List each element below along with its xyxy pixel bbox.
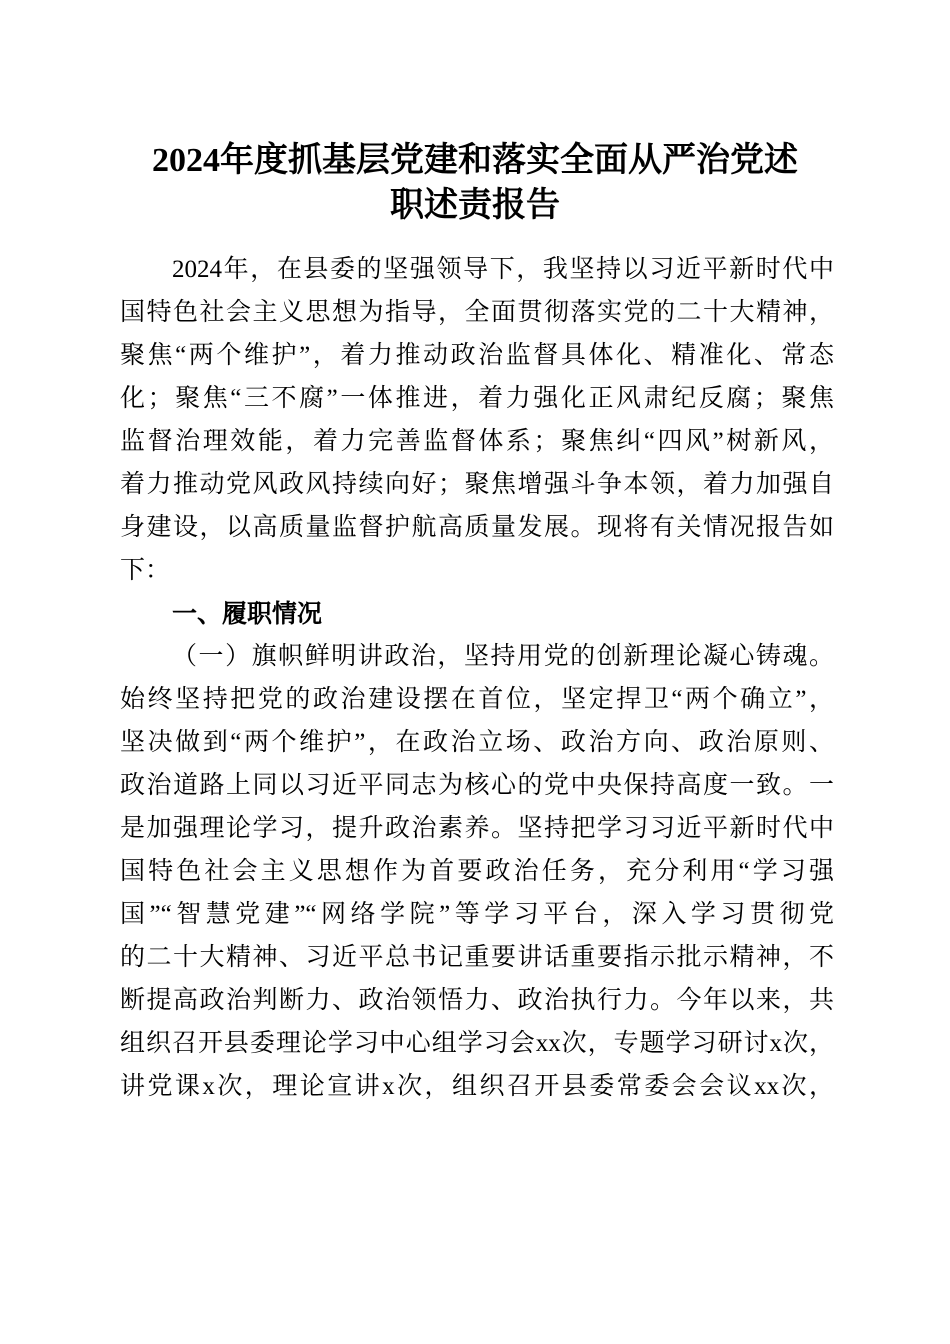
text-line: 着力推动党风政风持续向好；聚焦增强斗争本领，着力加强自 xyxy=(120,471,834,498)
text-line: 国”“智慧党建”“网络学院”等学习平台，深入学习贯彻党 xyxy=(120,901,834,928)
text-line: 化；聚焦“三不腐”一体推进，着力强化正风肃纪反腐；聚焦 xyxy=(120,385,834,412)
document-body xyxy=(120,248,834,1108)
text-line: 身建设，以高质量监督护航高质量发展。现将有关情况报告如 xyxy=(120,514,834,541)
title-line: 职述责报告 xyxy=(390,187,560,224)
text-line: 国特色社会主义思想作为首要政治任务，充分利用“学习强 xyxy=(120,858,834,885)
text-line: 2024年，在县委的坚强领导下，我坚持以习近平新时代中 xyxy=(172,256,834,283)
section-paragraph xyxy=(120,635,834,1108)
text-line: 聚焦“两个维护”，着力推动政治监督具体化、精准化、常态 xyxy=(120,342,834,369)
text-line: 讲党课x次，理论宣讲x次，组织召开县委常委会会议xx次， xyxy=(120,1073,834,1100)
text-line: 政治道路上同以习近平同志为核心的党中央保持高度一致。一 xyxy=(120,772,834,799)
text-line: 组织召开县委理论学习中心组学习会xx次，专题学习研讨x次， xyxy=(120,1030,834,1057)
text-line: 监督治理效能，着力完善监督体系；聚焦纠“四风”树新风， xyxy=(120,428,834,455)
subheading-line: （一）旗帜鲜明讲政治，坚持用党的创新理论凝心铸魂。 xyxy=(172,643,834,670)
title-line: 2024年度抓基层党建和落实全面从严治党述 xyxy=(152,142,798,179)
text-line: 坚决做到“两个维护”，在政治立场、政治方向、政治原则、 xyxy=(120,729,834,756)
section-heading: 一、履职情况 xyxy=(172,599,323,628)
document-title xyxy=(75,138,875,228)
text-line: 国特色社会主义思想为指导，全面贯彻落实党的二十大精神， xyxy=(120,299,834,326)
text-line: 断提高政治判断力、政治领悟力、政治执行力。今年以来，共 xyxy=(120,987,834,1014)
text-line: 是加强理论学习，提升政治素养。坚持把学习习近平新时代中 xyxy=(120,815,834,842)
intro-paragraph xyxy=(120,248,834,592)
text-line: 的二十大精神、习近平总书记重要讲话重要指示批示精神，不 xyxy=(120,944,834,971)
text-line: 下： xyxy=(120,557,171,584)
text-line: 始终坚持把党的政治建设摆在首位，坚定捍卫“两个确立”， xyxy=(120,686,834,713)
